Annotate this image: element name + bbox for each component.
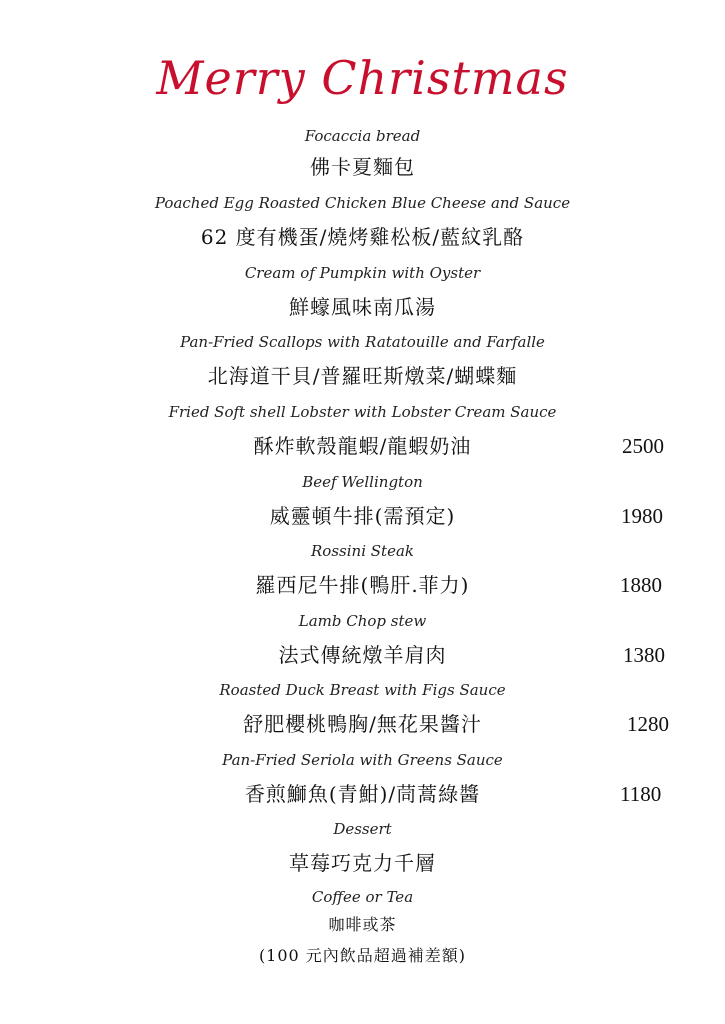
dish-chinese-name: 北海道干貝/普羅旺斯燉菜/蝴蝶麵 [207, 364, 518, 388]
dish-chinese-name: 鮮蠔風味南瓜湯 [289, 295, 436, 319]
dish-english-name: Roasted Duck Breast with Figs Sauce [219, 681, 506, 699]
dish-english-name: Fried Soft shell Lobster with Lobster Cream Sauce [168, 403, 557, 421]
dish-price: 1880 [620, 573, 662, 597]
dish-english-name: Poached Egg Roasted Chicken Blue Cheese and Sauce [154, 194, 571, 212]
dish-chinese-name: 咖啡或茶 [328, 915, 397, 934]
dish-price: 1380 [623, 643, 665, 667]
dish-chinese-name: 舒肥櫻桃鴨胸/無花果醬汁 [243, 712, 482, 736]
dish-english-name: Focaccia bread [304, 127, 421, 145]
dish-chinese-name: 羅西尼牛排(鴨肝.菲力) [255, 573, 470, 597]
dish-chinese-name: 酥炸軟殼龍蝦/龍蝦奶油 [253, 434, 472, 458]
dish-chinese-name: 佛卡夏麵包 [310, 155, 415, 179]
dish-chinese-name: 威靈頓牛排(需預定) [269, 504, 456, 528]
dish-chinese-name: 62 度有機蛋/燒烤雞松板/藍紋乳酪 [200, 225, 525, 249]
dish-english-name: Rossini Steak [311, 542, 414, 560]
dish-chinese-name: 草莓巧克力千層 [289, 851, 436, 875]
dish-english-name: Dessert [333, 820, 392, 838]
dish-chinese-name: 法式傳統燉羊肩肉 [278, 643, 447, 667]
dish-price: 1980 [621, 504, 663, 528]
dish-price: 2500 [622, 434, 664, 458]
dish-english-name: Lamb Chop stew [298, 612, 427, 630]
dish-english-name: Coffee or Tea [311, 888, 414, 906]
dish-english-name: Pan-Fried Seriola with Greens Sauce [222, 751, 503, 769]
dish-english-name: Beef Wellington [302, 473, 423, 491]
menu-title: Merry Christmas [156, 51, 569, 105]
menu-footnote: (100 元內飲品超過補差額) [258, 946, 467, 965]
dish-chinese-name: 香煎鰤魚(青魽)/茼蒿綠醬 [244, 782, 481, 806]
dish-price: 1280 [627, 712, 669, 736]
dish-english-name: Pan-Fried Scallops with Ratatouille and Farfalle [180, 333, 545, 351]
dish-english-name: Cream of Pumpkin with Oyster [244, 264, 481, 282]
dish-price: 1180 [620, 782, 662, 806]
